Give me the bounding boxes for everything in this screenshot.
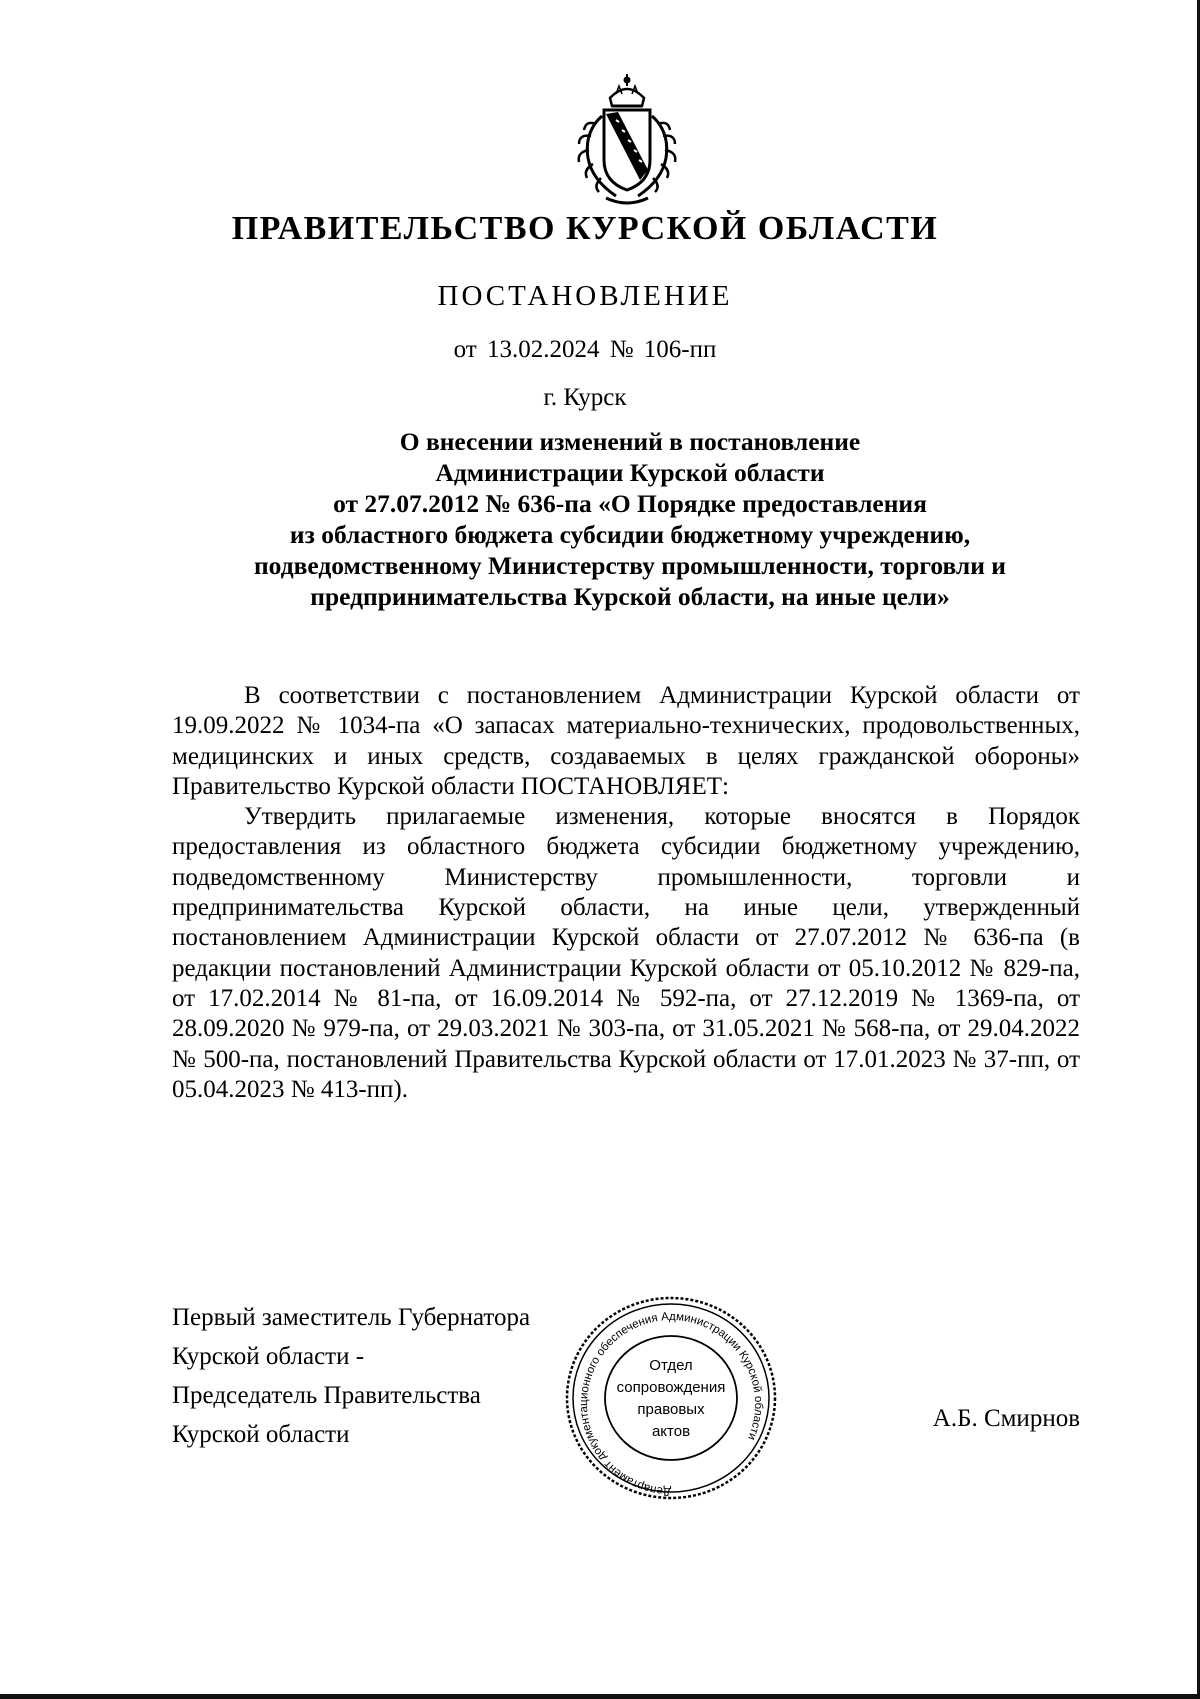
signatory-name: А.Б. Смирнов xyxy=(932,1405,1080,1432)
stamp-center-line: сопровождения xyxy=(616,1379,726,1396)
heading-line: предпринимательства Курской области, на иные цели» xyxy=(310,582,950,611)
coat-of-arms-icon xyxy=(566,72,688,212)
government-title: ПРАВИТЕЛЬСТВО КУРСКОЙ ОБЛАСТИ xyxy=(231,210,939,247)
heading-line: подведомственному Министерству промышленности, торговли и xyxy=(253,551,1006,580)
position-line: Председатель Правительства xyxy=(172,1382,481,1409)
official-stamp xyxy=(555,1288,787,1508)
stamp-center-line: правовых xyxy=(637,1401,705,1418)
position-line: Первый заместитель Губернатора xyxy=(172,1304,531,1331)
position-line: Курской области - xyxy=(172,1343,365,1370)
scan-edge-bottom xyxy=(0,1694,1200,1699)
stamp-center-line: Отдел xyxy=(649,1357,693,1374)
heading-line: от 27.07.2012 № 636-па «О Порядке предоставления xyxy=(333,489,927,518)
signatory-position xyxy=(172,1298,612,1454)
document-type: ПОСТАНОВЛЕНИЕ xyxy=(437,280,733,312)
document-number: от 13.02.2024 № 106-пп xyxy=(453,336,717,363)
stamp-center-line: актов xyxy=(651,1423,691,1440)
document-heading xyxy=(170,426,1090,612)
heading-line: О внесении изменений в постановление xyxy=(399,427,861,456)
document-city: г. Курск xyxy=(543,384,627,411)
heading-line: из областного бюджета субсидии бюджетному учреждению, xyxy=(289,520,971,549)
body-paragraph: В соответствии с постановлением Администрации Курской области от 19.09.2022 № 1034-па «О запасах материально-технических, продовольственных, медицинских и иных средств, создаваемых в целях гражданской обороны» Правительство Курской области ПОСТАНОВЛЯЕТ: xyxy=(172,682,1080,800)
body-paragraph: Утвердить прилагаемые изменения, которые вносятся в Порядок предоставления из областного бюджета субсидии бюджетному учреждению, подведомственному Министерству промышленности, торговли и предпринимательства Курской области, на иные цели, утвержденный постановлением Администрации Курской области от 27.07.2012 № 636-па (в редакции постановлений Администрации Курской области от 05.10.2012 № 829-па, от 17.02.2014 № 81-па, от 16.09.2014 № 592-па, от 27.12.2019 № 1369-па, от 28.09.2020 № 979-па, от 29.03.2021 № 303-па, от 31.05.2021 № 568-па, от 29.04.2022 № 500-па, постановлений Правительства Курской области от 17.01.2023 № 37-пп, от 05.04.2023 № 413-пп). xyxy=(172,803,1080,1103)
document-body xyxy=(172,681,1080,1105)
stamp-ring-text: Департамент документационного обеспечения Администрации Курской области xyxy=(578,1310,765,1498)
heading-line: Администрации Курской области xyxy=(435,458,825,487)
position-line: Курской области xyxy=(172,1421,350,1448)
